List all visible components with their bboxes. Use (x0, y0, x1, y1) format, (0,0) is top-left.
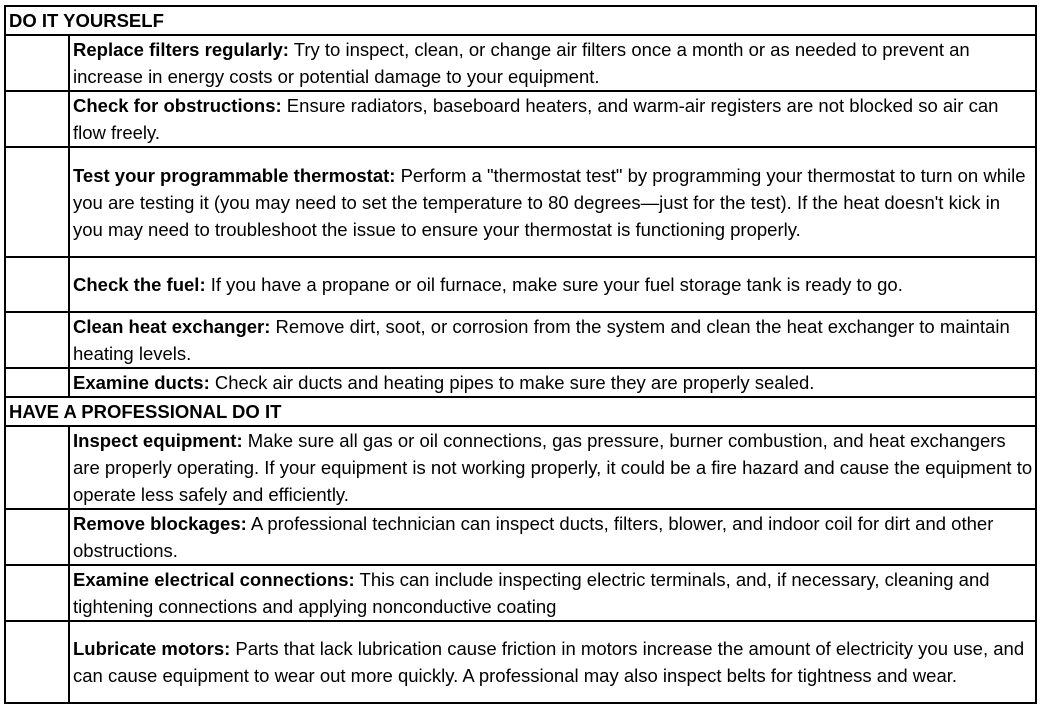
item-title: Remove blockages: (73, 513, 247, 534)
item-text: Check air ducts and heating pipes to make sure they are properly sealed. (209, 372, 815, 393)
item-title: Lubricate motors: (73, 638, 231, 659)
section-heading: HAVE A PROFESSIONAL DO IT (5, 397, 1036, 426)
item-text: Remove dirt, soot, or corrosion from the system and clean the heat exchanger to maintain heating levels. (73, 316, 1010, 364)
checkbox-cell (5, 91, 69, 147)
item-text: A professional technician can inspect ducts, filters, blower, and indoor coil for dirt and other obstructions. (73, 513, 994, 561)
section-header-row (5, 6, 1036, 35)
checklist-row (5, 35, 1036, 91)
checkbox-cell (5, 426, 69, 509)
item-text: Parts that lack lubrication cause friction in motors increase the amount of electricity you use, and can cause equipment to wear out more quickly. A professional may also inspect belts for tightness and wear. (73, 638, 1025, 686)
maintenance-checklist-table (4, 5, 1037, 704)
checkbox-cell (5, 368, 69, 397)
item-text: Ensure radiators, baseboard heaters, and warm-air registers are not blocked so air can flow freely. (73, 95, 999, 143)
item-title: Check the fuel: (73, 274, 206, 295)
item-title: Inspect equipment: (73, 430, 243, 451)
checklist-item (69, 509, 1036, 565)
checklist-row (5, 509, 1036, 565)
item-title: Check for obstructions: (73, 95, 282, 116)
checklist-item (69, 368, 1036, 397)
checkbox-cell (5, 35, 69, 91)
checklist-item (69, 257, 1036, 312)
checkbox-cell (5, 312, 69, 368)
checklist-row (5, 565, 1036, 621)
checklist-item (69, 35, 1036, 91)
checklist-item (69, 621, 1036, 703)
item-text: Perform a "thermostat test" by programming your thermostat to turn on while you are testing it (you may need to set the temperature to 80 degrees—just for the test). If the heat doesn't kick in you may need to troubleshoot the issue to ensure your thermostat is functioning properly. (73, 164, 1026, 240)
checklist-row (5, 257, 1036, 312)
item-title: Examine electrical connections: (73, 569, 355, 590)
item-title: Test your programmable thermostat: (73, 164, 396, 186)
checklist-item (69, 91, 1036, 147)
section-heading: DO IT YOURSELF (5, 6, 1036, 35)
item-text: Make sure all gas or oil connections, gas pressure, burner combustion, and heat exchangers are properly operating. If your equipment is not working properly, it could be a fire hazard and cause the equipment to operate less safely and efficiently. (73, 430, 1033, 505)
checklist-row (5, 312, 1036, 368)
checklist-body (5, 6, 1036, 703)
item-text: Try to inspect, clean, or change air filters once a month or as needed to prevent an increase in energy costs or potential damage to your equipment. (73, 39, 970, 87)
item-text: This can include inspecting electric terminals, and, if necessary, cleaning and tightening connections and applying nonconductive coating (73, 569, 990, 617)
checkbox-cell (5, 565, 69, 621)
checklist-item (69, 312, 1036, 368)
checkbox-cell (5, 147, 69, 257)
checklist-item (69, 565, 1036, 621)
item-title: Replace filters regularly: (73, 39, 289, 60)
checklist-row (5, 368, 1036, 397)
checkbox-cell (5, 257, 69, 312)
item-title: Clean heat exchanger: (73, 316, 271, 337)
checkbox-cell (5, 509, 69, 565)
section-header-row (5, 397, 1036, 426)
checklist-item (69, 147, 1036, 257)
checklist-row (5, 91, 1036, 147)
checklist-row (5, 621, 1036, 703)
item-title: Examine ducts: (73, 372, 210, 393)
checkbox-cell (5, 621, 69, 703)
checklist-row (5, 426, 1036, 509)
item-text: If you have a propane or oil furnace, make sure your fuel storage tank is ready to go. (205, 274, 903, 295)
checklist-row (5, 147, 1036, 257)
checklist-item (69, 426, 1036, 509)
